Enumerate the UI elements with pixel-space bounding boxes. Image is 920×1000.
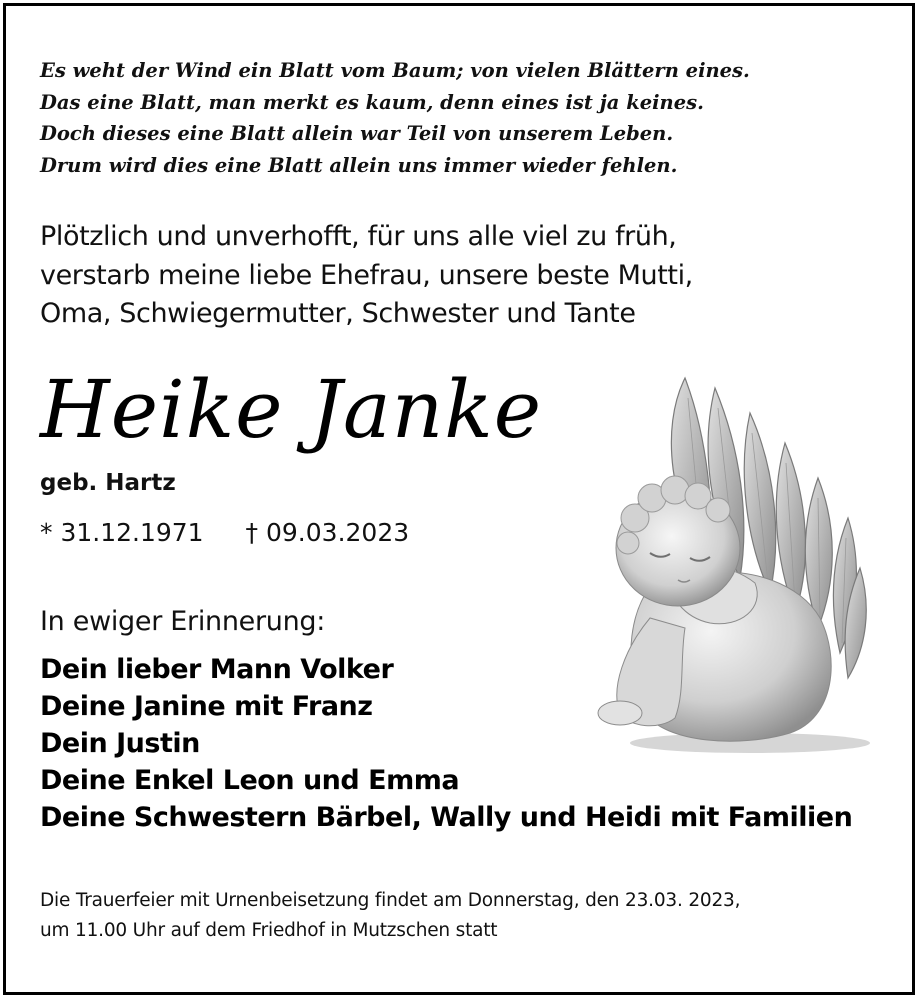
poem-line: Doch dieses eine Blatt allein war Teil von unserem Leben. [40, 122, 674, 145]
deceased-name: Heike Janke [40, 363, 543, 456]
mourner: Deine Janine mit Franz [40, 691, 373, 722]
intro-text [40, 218, 693, 334]
foot-shape [598, 701, 642, 725]
poem-line: Es weht der Wind ein Blatt vom Baum; von vielen Blättern eines. [40, 59, 750, 82]
mourner: Deine Enkel Leon und Emma [40, 765, 460, 796]
mourner: Dein lieber Mann Volker [40, 654, 394, 685]
life-dates [40, 518, 409, 547]
poem-line: Das eine Blatt, man merkt es kaum, denn eines ist ja keines. [40, 90, 704, 114]
intro-line: Plötzlich und unverhofft, für uns alle viel zu früh, [40, 221, 677, 252]
poem [40, 55, 750, 181]
intro-line: Oma, Schwiegermutter, Schwester und Tante [40, 298, 636, 329]
birth-date: * 31.12.1971 [40, 518, 204, 547]
poem-line: Drum wird dies eine Blatt allein uns immer wieder fehlen. [40, 153, 678, 177]
sleeping-angel-icon [590, 368, 880, 758]
funeral-line: Die Trauerfeier mit Urnenbeisetzung findet am Donnerstag, den 23.03. 2023, [40, 890, 741, 911]
mourner: Dein Justin [40, 728, 200, 759]
mourner: Deine Schwestern Bärbel, Wally und Heidi mit Familien [40, 802, 853, 833]
death-date: † 09.03.2023 [245, 518, 410, 547]
intro-line: verstarb meine liebe Ehefrau, unsere beste Mutti, [40, 259, 693, 291]
funeral-notice [40, 886, 740, 946]
memory-heading: In ewiger Erinnerung: [40, 606, 326, 637]
maiden-name: geb. Hartz [40, 470, 176, 496]
funeral-line: um 11.00 Uhr auf dem Friedhof in Mutzschen statt [40, 920, 498, 941]
